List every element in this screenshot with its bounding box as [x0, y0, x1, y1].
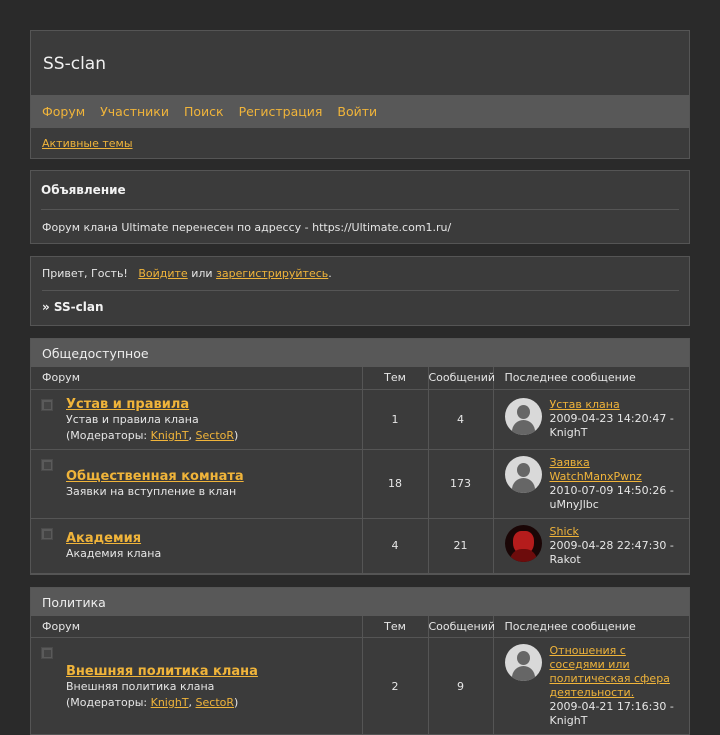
- forum-description: Внешняя политика клана: [66, 680, 362, 693]
- last-post-cell: [493, 449, 689, 518]
- last-post-link[interactable]: Shick: [550, 525, 579, 538]
- divider: [41, 209, 679, 210]
- register-link[interactable]: зарегистрируйтесь: [216, 267, 328, 280]
- category-title: Общедоступное: [31, 339, 689, 367]
- col-forum: Форум: [31, 616, 362, 638]
- forum-link[interactable]: Академия: [66, 531, 362, 546]
- nav-register[interactable]: Регистрация: [239, 104, 323, 119]
- user-avatar-icon[interactable]: [505, 456, 542, 493]
- last-post-cell: [493, 518, 689, 573]
- forum-row: [31, 389, 689, 449]
- active-topics-link[interactable]: Активные темы: [42, 137, 133, 150]
- last-post-meta: 2009-04-23 14:20:47 - KnighT: [550, 412, 684, 440]
- last-post-cell: [493, 389, 689, 449]
- col-posts: Сообщений: [428, 367, 493, 389]
- nav-forum[interactable]: Форум: [42, 104, 85, 119]
- board-title: SS-clan: [31, 31, 689, 95]
- forum-link[interactable]: Общественная комната: [66, 469, 362, 484]
- col-posts: Сообщений: [428, 616, 493, 638]
- last-post-meta: 2009-04-21 17:16:30 - KnighT: [550, 700, 684, 728]
- moderators: (Модераторы: KnighT, SectoR): [66, 696, 362, 709]
- forum-category: [30, 587, 690, 735]
- nav-users[interactable]: Участники: [100, 104, 169, 119]
- announcement-text: Форум клана Ultimate перенесен по адрессу - https://Ultimate.com1.ru/: [42, 221, 679, 234]
- forum-category: [30, 338, 690, 575]
- page: [30, 30, 690, 735]
- forum-cell: [31, 518, 362, 573]
- moderator-link[interactable]: SectoR: [196, 429, 234, 442]
- breadcrumb: » SS-clan: [42, 300, 679, 314]
- forum-status-icon: [41, 459, 53, 471]
- col-forum: Форум: [31, 367, 362, 389]
- forum-status-icon: [41, 528, 53, 540]
- moderators: (Модераторы: KnighT, SectoR): [66, 429, 362, 442]
- table-header-row: [31, 616, 689, 638]
- forum-cell: [31, 449, 362, 518]
- welcome-box: [30, 256, 690, 326]
- forum-description: Заявки на вступление в клан: [66, 485, 362, 498]
- table-header-row: [31, 367, 689, 389]
- main-nav: [31, 95, 689, 128]
- topic-count: 18: [362, 449, 428, 518]
- col-last-post: Последнее сообщение: [493, 616, 689, 638]
- sub-nav: [31, 128, 689, 158]
- forum-categories: [30, 338, 690, 735]
- col-topics: Тем: [362, 367, 428, 389]
- category-title: Политика: [31, 588, 689, 616]
- login-link[interactable]: Войдите: [138, 267, 187, 280]
- divider: [42, 290, 679, 291]
- forum-row: [31, 449, 689, 518]
- announcement-title: Объявление: [41, 183, 679, 197]
- moderator-link[interactable]: KnighT: [151, 696, 189, 709]
- last-post-link[interactable]: Отношения с соседями или политическая сфера деятельности.: [550, 644, 670, 699]
- forum-table: [31, 616, 689, 735]
- col-topics: Тем: [362, 616, 428, 638]
- forum-link[interactable]: Внешняя политика клана: [66, 664, 362, 679]
- topic-count: 1: [362, 389, 428, 449]
- last-post-link[interactable]: Устав клана: [550, 398, 620, 411]
- user-avatar-icon[interactable]: [505, 644, 542, 681]
- greeting-text: Привет, Гость!: [42, 267, 128, 280]
- forum-description: Академия клана: [66, 547, 362, 560]
- forum-description: Устав и правила клана: [66, 413, 362, 426]
- topic-count: 4: [362, 518, 428, 573]
- nav-search[interactable]: Поиск: [184, 104, 224, 119]
- user-avatar-icon[interactable]: [505, 398, 542, 435]
- forum-status-icon: [41, 647, 53, 659]
- post-count: 173: [428, 449, 493, 518]
- topic-count: 2: [362, 638, 428, 735]
- forum-status-icon: [41, 399, 53, 411]
- forum-table: [31, 367, 689, 574]
- forum-row: [31, 518, 689, 573]
- forum-link[interactable]: Устав и правила: [66, 397, 362, 412]
- nav-login[interactable]: Войти: [337, 104, 377, 119]
- announcement-box: [30, 170, 690, 244]
- last-post-link[interactable]: Заявка WatchManxPwnz: [550, 456, 642, 483]
- post-count: 21: [428, 518, 493, 573]
- period-text: .: [328, 267, 332, 280]
- moderator-link[interactable]: SectoR: [196, 696, 234, 709]
- post-count: 4: [428, 389, 493, 449]
- moderators-label: (Модераторы:: [66, 696, 151, 709]
- last-post-meta: 2009-04-28 22:47:30 - Rakot: [550, 539, 684, 567]
- header: [30, 30, 690, 159]
- last-post-meta: 2010-07-09 14:50:26 - uMnyJlbc: [550, 484, 684, 512]
- welcome-line: [42, 267, 679, 280]
- user-avatar-icon[interactable]: [505, 525, 542, 562]
- moderator-link[interactable]: KnighT: [151, 429, 189, 442]
- post-count: 9: [428, 638, 493, 735]
- col-last-post: Последнее сообщение: [493, 367, 689, 389]
- or-text: или: [191, 267, 212, 280]
- moderators-label: (Модераторы:: [66, 429, 151, 442]
- forum-cell: [31, 389, 362, 449]
